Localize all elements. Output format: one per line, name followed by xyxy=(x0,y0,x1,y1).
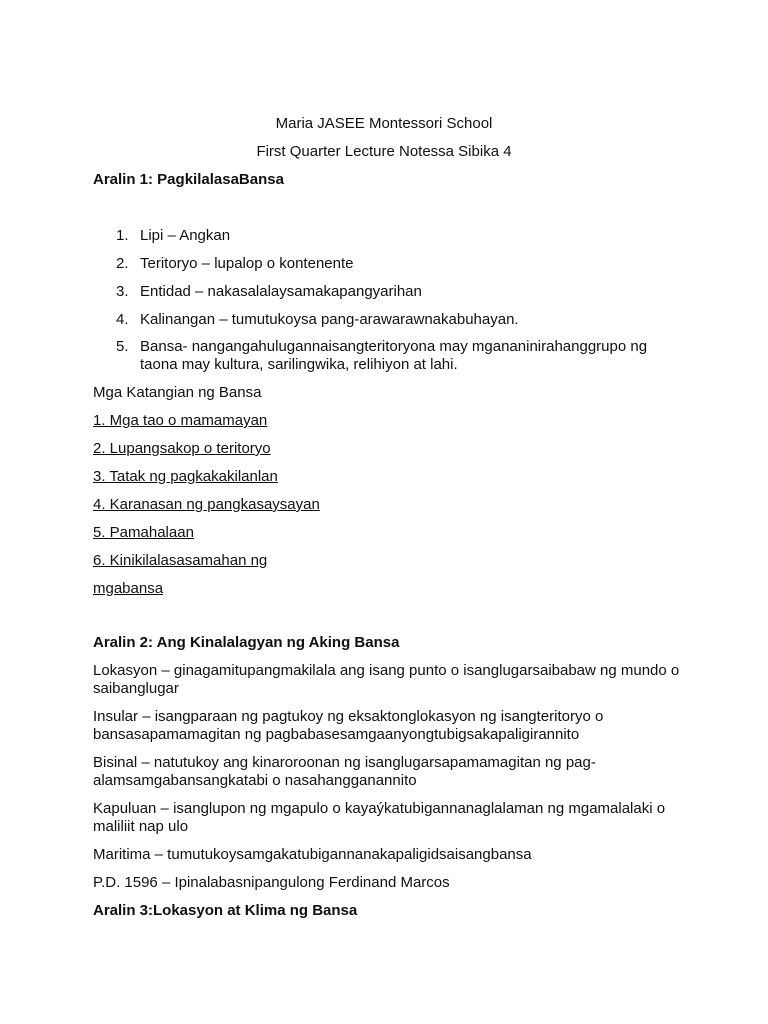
paragraph: Maritima – tumutukoysamgakatubigannanakapaligidsaisangbansa xyxy=(93,846,532,863)
paragraph: Bisinal – natutukoy ang kinaroroonan ng isanglugarsapamamagitan ng pag-alamsamgabansangkatabi o nasahangganannito xyxy=(93,754,596,789)
katangian-item: 6. Kinikilalasasamahan ng xyxy=(93,552,268,569)
list-number: 1. xyxy=(116,227,129,244)
list-number: 3. xyxy=(116,283,129,300)
katangian-item: 2. Lupangsakop o teritoryo xyxy=(93,440,271,457)
katangian-item: mgabansa xyxy=(93,580,164,597)
list-number: 4. xyxy=(116,311,129,328)
document-subtitle: First Quarter Lecture Notessa Sibika 4 xyxy=(256,143,512,160)
aralin-3-title: Aralin 3:Lokasyon at Klima ng Bansa xyxy=(93,902,358,919)
paragraph: P.D. 1596 – Ipinalabasnipangulong Ferdinand Marcos xyxy=(93,874,450,891)
list-item xyxy=(116,283,676,301)
list-text: Teritoryo – lupalop o kontenente xyxy=(140,255,354,272)
katangian-heading: Mga Katangian ng Bansa xyxy=(93,384,262,401)
katangian-item: 5. Pamahalaan xyxy=(93,524,194,541)
list-item xyxy=(116,255,676,273)
list-text: Entidad – nakasalalaysamakapangyarihan xyxy=(140,283,422,300)
paragraph: Lokasyon – ginagamitupangmakilala ang isang punto o isanglugarsaibabaw ng mundo o saibanglugar xyxy=(93,662,680,697)
list-number: 5. xyxy=(116,338,129,355)
paragraph: Kapuluan – isanglupon ng mgapulo o kayaýkatubigannanaglalaman ng mgamalalaki o maliliit nap ulo xyxy=(93,800,666,835)
katangian-item: 1. Mga tao o mamamayan xyxy=(93,412,268,429)
list-item xyxy=(116,227,676,245)
aralin-2-title: Aralin 2: Ang Kinalalagyan ng Aking Bansa xyxy=(93,634,400,651)
paragraph: Insular – isangparaan ng pagtukoy ng eksaktonglokasyon ng isangteritoryo o bansasapamamagitan ng pagbabasesamgaanyongtubigsakapaligirannito xyxy=(93,708,604,743)
list-text: Bansa- nangangahulugannaisangteritoryona may mgananinirahanggrupo ng taona may kultura, sarilingwika, relihiyon at lahi. xyxy=(140,338,648,373)
aralin-1-title: Aralin 1: PagkilalasaBansa xyxy=(93,171,284,188)
list-item xyxy=(116,338,676,374)
list-item xyxy=(116,311,676,329)
list-number: 2. xyxy=(116,255,129,272)
school-name: Maria JASEE Montessori School xyxy=(275,115,493,132)
katangian-item: 4. Karanasan ng pangkasaysayan xyxy=(93,496,320,513)
list-text: Kalinangan – tumutukoysa pang-arawarawnakabuhayan. xyxy=(140,311,519,328)
list-text: Lipi – Angkan xyxy=(140,227,231,244)
katangian-item: 3. Tatak ng pagkakakilanlan xyxy=(93,468,278,485)
